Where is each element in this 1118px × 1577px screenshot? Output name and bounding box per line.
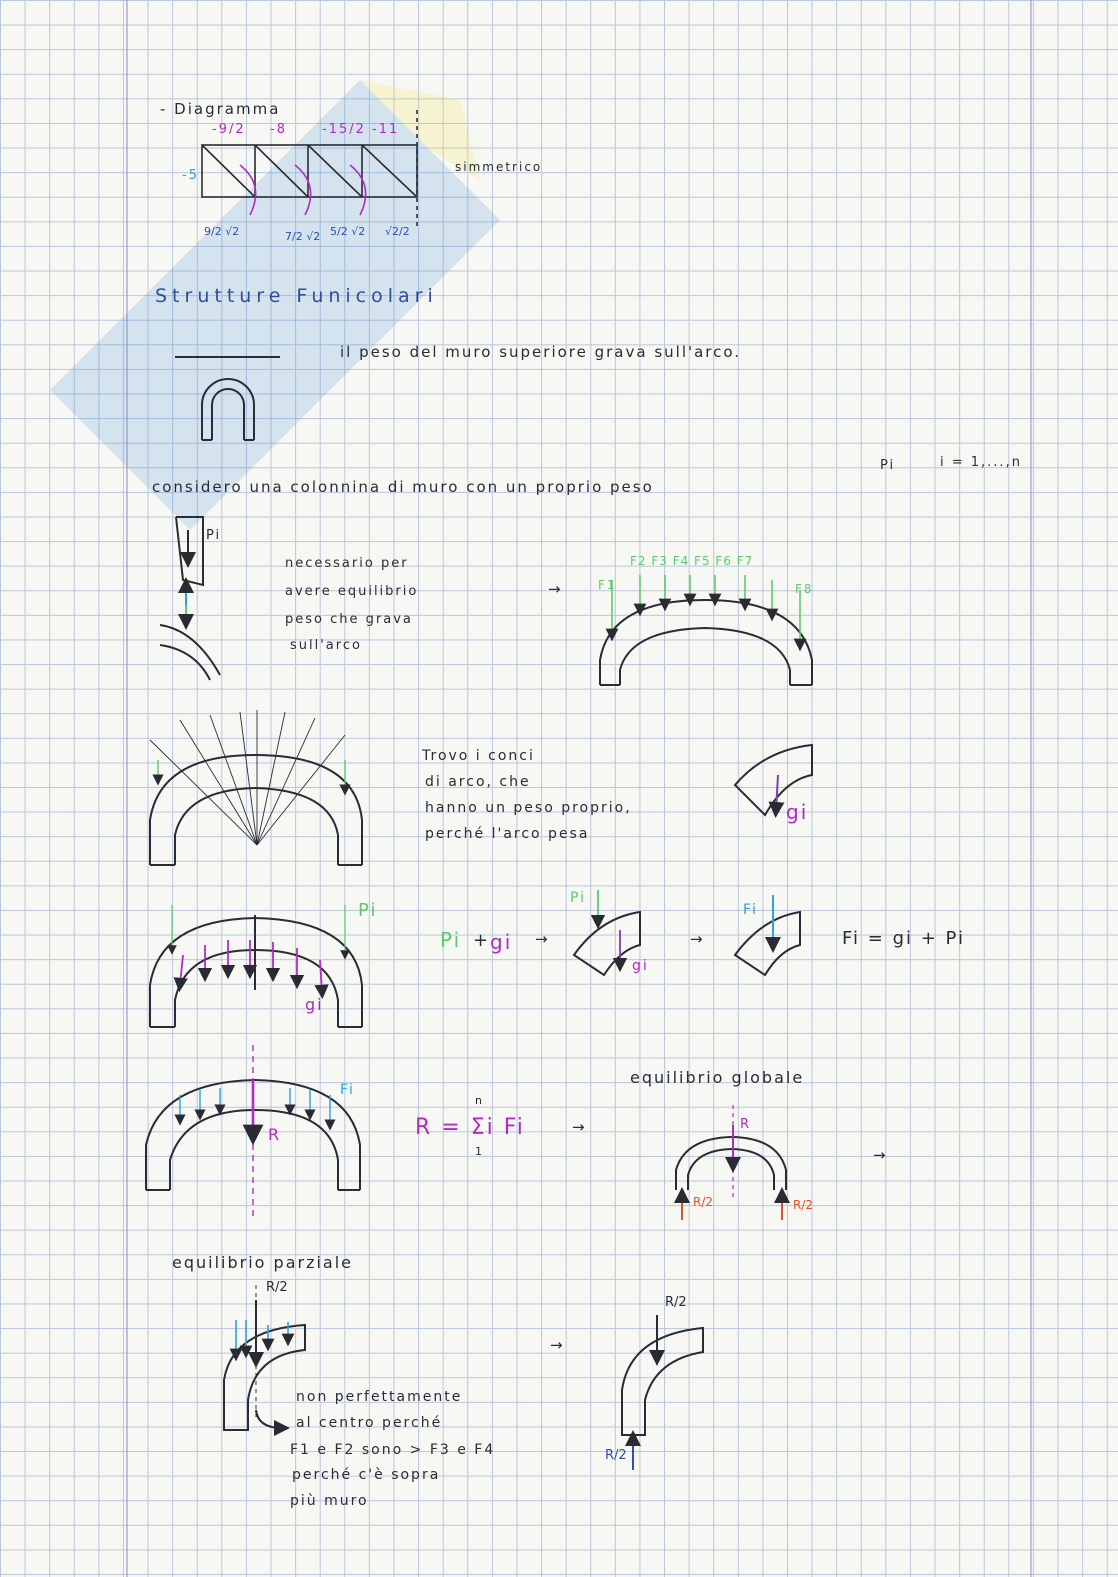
bottom-label-3: 5/2 √2 xyxy=(330,225,366,238)
weight-on-arch-text: peso che grava xyxy=(285,612,413,627)
equilibrium-text: avere equilibrio xyxy=(285,584,419,599)
combo-p: Pi xyxy=(440,928,462,952)
partial-title: equilibrio parziale xyxy=(172,1253,354,1272)
f8-label: F8 xyxy=(795,582,814,596)
arrow-4: → xyxy=(572,1118,587,1136)
sum-bottom: 1 xyxy=(475,1145,484,1158)
on-arch-text: sull'arco xyxy=(290,638,362,653)
diagram-note: simmetrico xyxy=(455,160,543,174)
arrow-1: → xyxy=(548,580,563,598)
p-label: Pi xyxy=(880,458,896,473)
bottom-label-1: 9/2 √2 xyxy=(204,225,240,238)
arrow-5: → xyxy=(873,1146,888,1164)
resultant-formula: R = Σi Fi xyxy=(415,1115,525,1140)
arrow-2: → xyxy=(535,930,550,948)
partial-note-2: al centro perché xyxy=(296,1415,443,1431)
necessary-text: necessario per xyxy=(285,556,409,571)
segments-line-2: di arco, che xyxy=(425,774,531,790)
forces-row: F2 F3 F4 F5 F6 F7 xyxy=(630,554,754,568)
global-r-label: R xyxy=(740,1117,752,1132)
top-label-4: -11 xyxy=(372,122,400,137)
partial-note-4: perché c'è sopra xyxy=(292,1467,441,1483)
partial-note-5: più muro xyxy=(290,1493,369,1509)
vector-equation: Fi = gi + Pi xyxy=(842,928,965,949)
global-arch xyxy=(676,1137,786,1190)
support-right-label: R/2 xyxy=(793,1198,814,1212)
partial-half-label-2: R/2 xyxy=(665,1295,687,1310)
bottom-label-4: √2/2 xyxy=(385,225,410,238)
segments-line-3: hanno un peso proprio, xyxy=(425,800,632,816)
small-arch xyxy=(175,357,280,440)
left-label: -5 xyxy=(182,168,199,183)
green-loads xyxy=(612,575,800,645)
resultant-r-label: R xyxy=(268,1125,282,1144)
sum-top: n xyxy=(475,1094,484,1107)
arch-g-label: gi xyxy=(305,995,324,1014)
column-text: considero una colonnina di muro con un proprio peso xyxy=(152,478,654,496)
segments-line-1: Trovo i conci xyxy=(422,748,535,764)
section-title: Strutture Funicolari xyxy=(155,285,438,307)
f1-label: F1 xyxy=(598,578,617,592)
top-label-3: -15/2 xyxy=(322,122,366,137)
partial-half-label: R/2 xyxy=(266,1280,288,1295)
loaded-arch xyxy=(600,600,812,685)
combo-g: gi xyxy=(490,930,513,954)
bottom-label-2: 7/2 √2 xyxy=(285,230,321,243)
column-p-label: Pi xyxy=(206,528,222,543)
partial-note-1: non perfettamente xyxy=(296,1389,463,1405)
arch-p-label: Pi xyxy=(358,900,378,921)
support-left-label: R/2 xyxy=(693,1195,714,1209)
diagram-heading: - Diagramma xyxy=(160,100,281,118)
global-equilibrium-title: equilibrio globale xyxy=(630,1068,805,1087)
partial-support-label: R/2 xyxy=(605,1448,627,1463)
segment-g-label: gi xyxy=(786,800,809,824)
top-label-1: -9/2 xyxy=(212,122,246,137)
step-p-label: Pi xyxy=(570,890,587,906)
arrow-6: → xyxy=(550,1336,565,1354)
step-g-label: gi xyxy=(632,958,649,974)
resultant-fi-label: Fi xyxy=(340,1082,355,1098)
combo-plus: + xyxy=(473,930,491,951)
wall-weight-text: il peso del muro superiore grava sull'arco. xyxy=(340,343,742,361)
partial-note-3: F1 e F2 sono > F3 e F4 xyxy=(290,1442,496,1458)
segments-line-4: perché l'arco pesa xyxy=(425,826,590,842)
arrow-3: → xyxy=(690,930,705,948)
step-f-label: Fi xyxy=(743,902,758,918)
index-range: i = 1,...,n xyxy=(940,455,1022,470)
top-label-2: -8 xyxy=(270,122,287,137)
